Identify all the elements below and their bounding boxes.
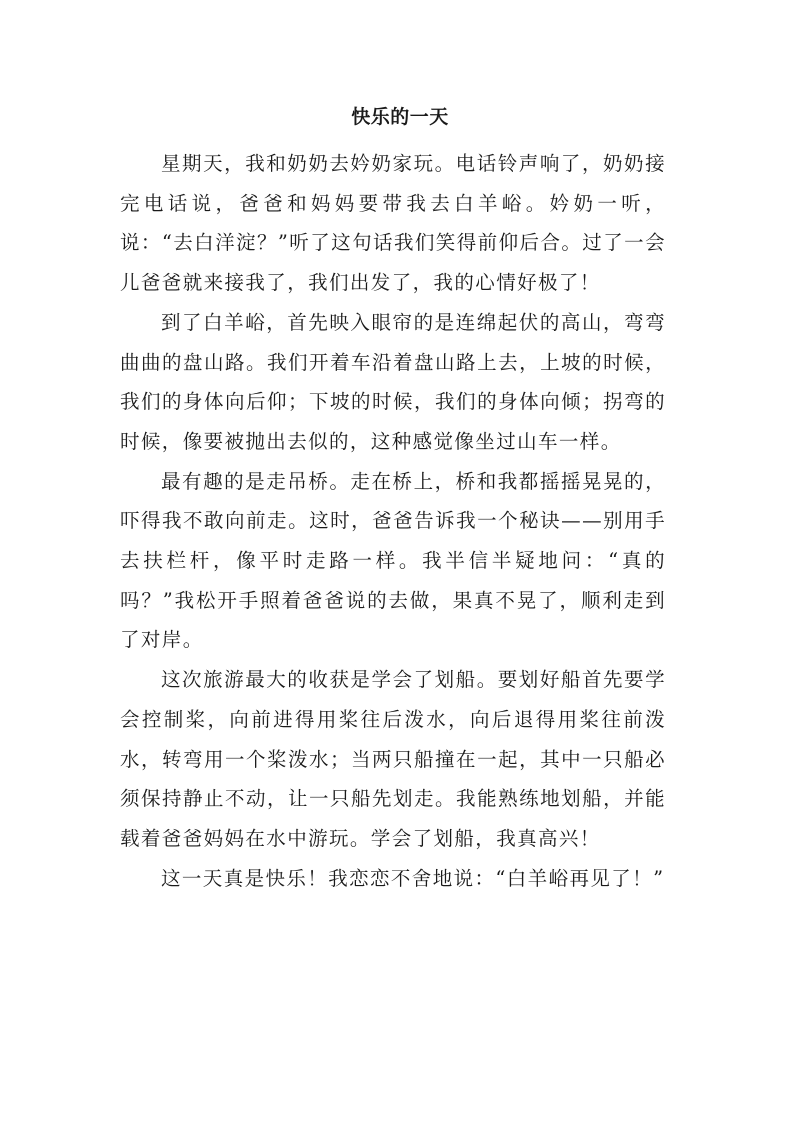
paragraph-3: 最有趣的是走吊桥。走在桥上，桥和我都摇摇晃晃的，吓得我不敢向前走。这时，爸爸告诉我一个秘诀——别用手去扶栏杆，像平时走路一样。我半信半疑地问：“真的吗？”我松开手照着爸爸说的去做，果真不晃了，顺利走到了对岸。 (120, 469, 666, 652)
paragraph-4: 这次旅游最大的收获是学会了划船。要划好船首先要学会控制桨，向前进得用桨往后泼水，向后退得用桨往前泼水，转弯用一个桨泼水；当两只船撞在一起，其中一只船必须保持静止不动，让一只船先划走。我能熟练地划船，并能载着爸爸妈妈在水中游玩。学会了划船，我真高兴！ (120, 668, 666, 850)
document-page (120, 104, 666, 898)
paragraph-5: 这一天真是快乐！我恋恋不舍地说：“白羊峪再见了！” (161, 866, 665, 890)
paragraph-2: 到了白羊峪，首先映入眼帘的是连绵起伏的高山，弯弯曲曲的盘山路。我们开着车沿着盘山路上去，上坡的时候，我们的身体向后仰；下坡的时候，我们的身体向倾；拐弯的时候，像要被抛出去似的，这种感觉像坐过山车一样。 (120, 310, 666, 453)
paragraph-1: 星期天，我和奶奶去妗奶家玩。电话铃声响了，奶奶接完电话说，爸爸和妈妈要带我去白羊峪。妗奶一听，说：“去白洋淀？”听了这句话我们笑得前仰后合。过了一会儿爸爸就来接我了，我们出发了，我的心情好极了！ (120, 152, 666, 295)
document-title: 快乐的一天 (351, 106, 449, 128)
